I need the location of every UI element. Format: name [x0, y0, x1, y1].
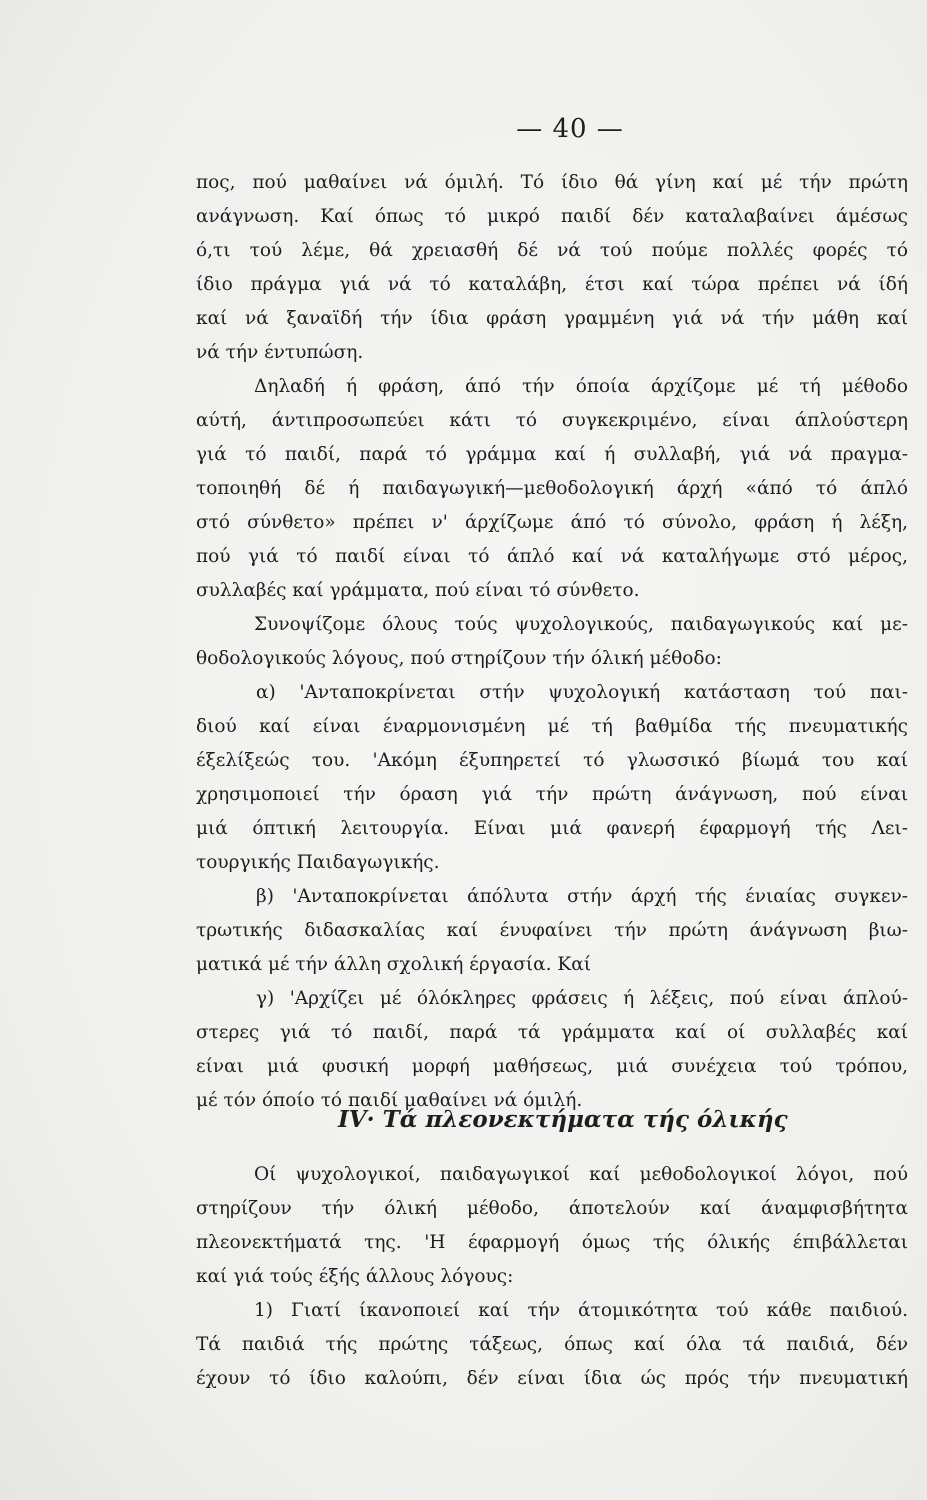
text-line: συλλαβές καί γράμματα, πού είναι τό σύνθετο.: [196, 580, 640, 601]
text-line: μιά όπτική λειτουργία. Είναι μιά φανερή έφαρμογή τής Λει-: [196, 818, 908, 839]
text-line: ματικά μέ τήν άλλη σχολική έργασία. Καί: [196, 954, 591, 975]
text-line: τουργικής Παιδαγωγικής.: [196, 852, 440, 873]
text-line: β) 'Ανταποκρίνεται άπόλυτα στήν άρχή τής ένιαίας συγκεν-: [256, 886, 908, 907]
text-line: Δηλαδή ή φράση, άπό τήν όποία άρχίζομε μέ τή μέθοδο: [254, 376, 908, 397]
page-number: — 40 —: [516, 114, 624, 144]
text-line: τρωτικής διδασκαλίας καί ένυφαίνει τήν πρώτη άνάγνωση βιω-: [196, 920, 908, 941]
text-line: πλεονεκτήματά της. 'Η έφαρμογή όμως τής όλικής έπιβάλλεται: [196, 1232, 908, 1253]
text-line: στό σύνθετο» πρέπει ν' άρχίζωμε άπό τό σύνολο, φράση ή λέξη,: [196, 512, 908, 533]
text-line: πού γιά τό παιδί είναι τό άπλό καί νά καταλήγωμε στό μέρος,: [196, 546, 908, 567]
text-line: 1) Γιατί ίκανοποιεί καί τήν άτομικότητα τού κάθε παιδιού.: [254, 1300, 908, 1321]
text-line: καί γιά τούς έξής άλλους λόγους:: [196, 1266, 514, 1287]
text-line: α) 'Ανταποκρίνεται στήν ψυχολογική κατάσταση τού παι-: [256, 682, 908, 703]
text-line: νά τήν έντυπώση.: [196, 342, 364, 363]
text-line: θοδολογικούς λόγους, πού στηρίζουν τήν όλική μέθοδο:: [196, 648, 722, 669]
text-line: χρησιμοποιεί τήν όραση γιά τήν πρώτη άνάγνωση, πού είναι: [196, 784, 908, 805]
text-line: καί νά ξαναϊδή τήν ίδια φράση γραμμένη γιά νά τήν μάθη καί: [196, 308, 908, 329]
text-line: μέ τόν όποίο τό παιδί μαθαίνει νά όμιλή.: [196, 1090, 583, 1111]
text-line: γ) 'Αρχίζει μέ όλόκληρες φράσεις ή λέξεις, πού είναι άπλού-: [256, 988, 908, 1009]
text-line: αύτή, άντιπροσωπεύει κάτι τό συγκεκριμένο, είναι άπλούστερη: [196, 410, 908, 431]
section-heading: IV· Τά πλεονεκτήματα τής όλικής: [338, 1106, 788, 1133]
text-line: ό,τι τού λέμε, θά χρειασθή δέ νά τού πούμε πολλές φορές τό: [196, 240, 908, 261]
text-line: Οί ψυχολογικοί, παιδαγωγικοί καί μεθοδολογικοί λόγοι, πού: [254, 1164, 908, 1185]
text-line: Συνοψίζομε όλους τούς ψυχολογικούς, παιδαγωγικούς καί με-: [254, 614, 908, 635]
text-line: τοποιηθή δέ ή παιδαγωγική—μεθοδολογική άρχή «άπό τό άπλό: [196, 478, 908, 499]
text-line: γιά τό παιδί, παρά τό γράμμα καί ή συλλαβή, γιά νά πραγμα-: [196, 444, 908, 465]
text-line: ίδιο πράγμα γιά νά τό καταλάβη, έτσι καί τώρα πρέπει νά ίδή: [196, 274, 908, 295]
text-line: διού καί είναι έναρμονισμένη μέ τή βαθμίδα τής πνευματικής: [196, 716, 908, 737]
text-line: Τά παιδιά τής πρώτης τάξεως, όπως καί όλα τά παιδιά, δέν: [196, 1334, 908, 1355]
text-line: πος, πού μαθαίνει νά όμιλή. Τό ίδιο θά γίνη καί μέ τήν πρώτη: [196, 172, 908, 193]
text-line: στηρίζουν τήν όλική μέθοδο, άποτελούν καί άναμφισβήτητα: [196, 1198, 908, 1219]
text-line: έξελίξεώς του. 'Ακόμη έξυπηρετεί τό γλωσσικό βίωμά του καί: [196, 750, 908, 771]
text-line: έχουν τό ίδιο καλούπι, δέν είναι ίδια ώς πρός τήν πνευματική: [196, 1368, 908, 1389]
text-line: στερες γιά τό παιδί, παρά τά γράμματα καί οί συλλαβές καί: [196, 1022, 908, 1043]
text-line: ανάγνωση. Καί όπως τό μικρό παιδί δέν καταλαβαίνει άμέσως: [196, 206, 908, 227]
text-line: είναι μιά φυσική μορφή μαθήσεως, μιά συνέχεια τού τρόπου,: [196, 1056, 908, 1077]
